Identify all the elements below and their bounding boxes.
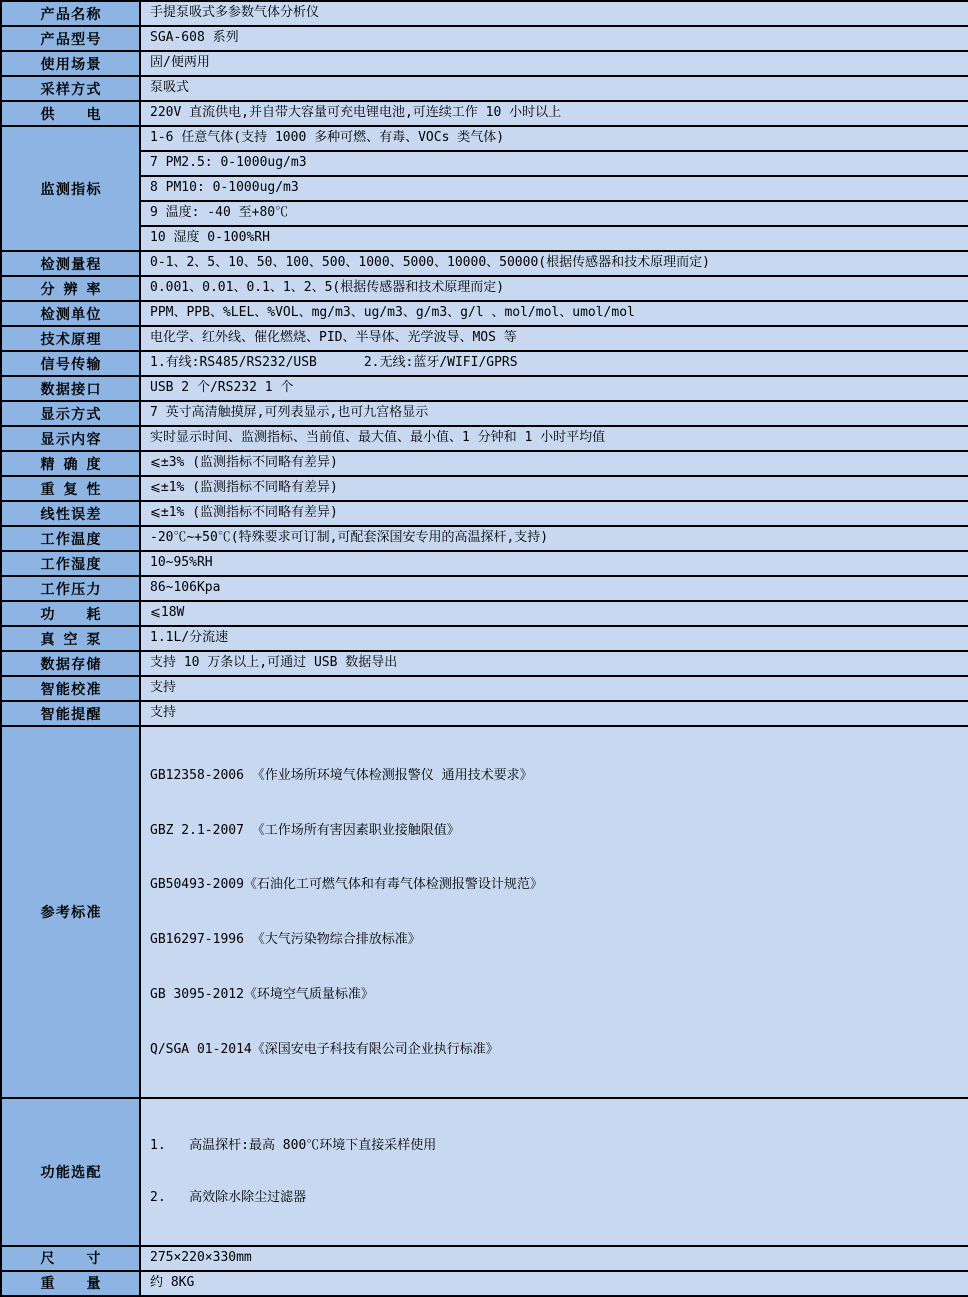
- spec-value: PPM、PPB、%LEL、%VOL、mg/m3、ug/m3、g/m3、g/l 、mol/mol、umol/mol: [140, 301, 968, 326]
- spec-label: [1, 126, 140, 251]
- spec-label: [1, 726, 140, 1098]
- spec-value: 固/便两用: [140, 51, 968, 76]
- spec-value: [140, 1098, 968, 1245]
- spec-label-text: 重复性: [40, 481, 101, 498]
- spec-value: 220V 直流供电,并自带大容量可充电锂电池,可连续工作 10 小时以上: [140, 101, 968, 126]
- spec-label-text: 参考标准: [40, 905, 101, 922]
- spec-value: SGA-608 系列: [140, 26, 968, 51]
- spec-value: 10 湿度 0-100%RH: [140, 226, 968, 251]
- spec-label-text: 分辨率: [40, 281, 101, 298]
- standard-line: GBZ 2.1-2007 《工作场所有害因素职业接触限值》: [150, 822, 460, 838]
- spec-value: 支持: [140, 701, 968, 726]
- spec-label: [1, 626, 140, 651]
- row-vacuum-pump: [1, 626, 968, 651]
- standard-line: GB 3095-2012《环境空气质量标准》: [150, 986, 374, 1002]
- spec-label-text: 产品名称: [40, 6, 101, 23]
- standard-line: GB16297-1996 《大气污染物综合排放标准》: [150, 932, 421, 948]
- spec-label: [1, 651, 140, 676]
- spec-label: [1, 701, 140, 726]
- row-monitor-indicators-sub: [1, 151, 968, 176]
- spec-label-text: 监测指标: [40, 181, 101, 198]
- row-product-name: [1, 1, 968, 26]
- row-data-storage: [1, 651, 968, 676]
- spec-label: [1, 576, 140, 601]
- spec-label: [1, 1271, 140, 1296]
- spec-label-text: 技术原理: [40, 331, 101, 348]
- spec-value: 实时显示时间、监测指标、当前值、最大值、最小值、1 分钟和 1 小时平均值: [140, 426, 968, 451]
- row-working-humidity: [1, 551, 968, 576]
- spec-value: ⩽±1% (监测指标不同略有差异): [140, 476, 968, 501]
- spec-value: 电化学、红外线、催化燃烧、PID、半导体、光学波导、MOS 等: [140, 326, 968, 351]
- spec-label-text: 检测单位: [40, 306, 101, 323]
- row-monitor-indicators-sub: [1, 176, 968, 201]
- spec-label: [1, 326, 140, 351]
- spec-value: [140, 726, 968, 1098]
- spec-value: 泵吸式: [140, 76, 968, 101]
- row-use-scene: [1, 51, 968, 76]
- spec-label: [1, 526, 140, 551]
- row-display-content: [1, 426, 968, 451]
- spec-value: 10~95%RH: [140, 551, 968, 576]
- spec-label-text: 使用场景: [40, 56, 101, 73]
- row-accuracy: [1, 451, 968, 476]
- spec-label-text: 重量: [40, 1276, 101, 1293]
- spec-value: 约 8KG: [140, 1271, 968, 1296]
- row-monitor-indicators-sub: [1, 226, 968, 251]
- row-data-interface: [1, 376, 968, 401]
- spec-value: 手提泵吸式多参数气体分析仪: [140, 1, 968, 26]
- standard-line: GB50493-2009《石油化工可燃气体和有毒气体检测报警设计规范》: [150, 877, 543, 893]
- row-dimensions: [1, 1246, 968, 1271]
- spec-value: 275×220×330mm: [140, 1246, 968, 1271]
- standard-line: Q/SGA 01-2014《深国安电子科技有限公司企业执行标准》: [150, 1041, 499, 1057]
- spec-label: [1, 276, 140, 301]
- spec-label: [1, 401, 140, 426]
- spec-value: 1.1L/分流速: [140, 626, 968, 651]
- row-working-temperature: [1, 526, 968, 551]
- spec-label: [1, 451, 140, 476]
- row-working-pressure: [1, 576, 968, 601]
- spec-label: [1, 51, 140, 76]
- row-smart-calibration: [1, 676, 968, 701]
- spec-label-text: 工作湿度: [40, 556, 101, 573]
- spec-value: 1-6 任意气体(支持 1000 多种可燃、有毒、VOCs 类气体): [140, 126, 968, 151]
- spec-value: 7 英寸高清触摸屏,可列表显示,也可九宫格显示: [140, 401, 968, 426]
- standard-line: GB12358-2006 《作业场所环境气体检测报警仪 通用技术要求》: [150, 767, 533, 783]
- spec-value: 9 温度: -40 至+80℃: [140, 201, 968, 226]
- row-signal-transmission: [1, 351, 968, 376]
- spec-label: [1, 601, 140, 626]
- spec-label-text: 检测量程: [40, 256, 101, 273]
- spec-label-text: 智能提醒: [40, 706, 101, 723]
- spec-value: 7 PM2.5: 0-1000ug/m3: [140, 151, 968, 176]
- row-optional-features: [1, 1098, 968, 1245]
- spec-label-text: 采样方式: [40, 81, 101, 98]
- spec-value: ⩽±1% (监测指标不同略有差异): [140, 501, 968, 526]
- spec-label-text: 工作温度: [40, 531, 101, 548]
- row-linearity-error: [1, 501, 968, 526]
- row-model: [1, 26, 968, 51]
- row-repeatability: [1, 476, 968, 501]
- spec-label-text: 智能校准: [40, 681, 101, 698]
- spec-label: [1, 501, 140, 526]
- spec-label: [1, 1098, 140, 1245]
- row-monitor-indicators: [1, 126, 968, 151]
- spec-label-text: 线性误差: [40, 506, 101, 523]
- spec-value: 8 PM10: 0-1000ug/m3: [140, 176, 968, 201]
- spec-label: [1, 676, 140, 701]
- spec-label-text: 信号传输: [40, 356, 101, 373]
- spec-label: [1, 1, 140, 26]
- spec-label: [1, 426, 140, 451]
- spec-label: [1, 251, 140, 276]
- spec-value: -20℃~+50℃(特殊要求可订制,可配套深国安专用的高温探杆,支持): [140, 526, 968, 551]
- spec-label: [1, 1246, 140, 1271]
- spec-value: 支持: [140, 676, 968, 701]
- row-power-consumption: [1, 601, 968, 626]
- row-power-supply: [1, 101, 968, 126]
- spec-value: ⩽±3% (监测指标不同略有差异): [140, 451, 968, 476]
- row-detection-units: [1, 301, 968, 326]
- spec-label-text: 数据存储: [40, 656, 101, 673]
- spec-label-text: 真空泵: [40, 631, 101, 648]
- spec-value: 0.001、0.01、0.1、1、2、5(根据传感器和技术原理而定): [140, 276, 968, 301]
- spec-label: [1, 476, 140, 501]
- row-smart-reminder: [1, 701, 968, 726]
- option-line: 1. 高温探杆:最高 800℃环境下直接采样使用: [150, 1138, 437, 1154]
- row-detection-range: [1, 251, 968, 276]
- spec-label-text: 显示内容: [40, 431, 101, 448]
- spec-label: [1, 76, 140, 101]
- spec-label-text: 显示方式: [40, 406, 101, 423]
- spec-value: ⩽18W: [140, 601, 968, 626]
- row-display-mode: [1, 401, 968, 426]
- spec-label-text: 尺寸: [40, 1251, 101, 1268]
- spec-label: [1, 301, 140, 326]
- spec-label: [1, 26, 140, 51]
- spec-value: 1.有线:RS485/RS232/USB 2.无线:蓝牙/WIFI/GPRS: [140, 351, 968, 376]
- row-resolution: [1, 276, 968, 301]
- row-sampling-method: [1, 76, 968, 101]
- spec-label-text: 功耗: [40, 606, 101, 623]
- spec-value: USB 2 个/RS232 1 个: [140, 376, 968, 401]
- spec-label: [1, 551, 140, 576]
- row-reference-standards: [1, 726, 968, 1098]
- spec-label: [1, 101, 140, 126]
- spec-label-text: 供电: [40, 106, 101, 123]
- row-monitor-indicators-sub: [1, 201, 968, 226]
- row-technical-principle: [1, 326, 968, 351]
- spec-label: [1, 376, 140, 401]
- spec-label-text: 功能选配: [40, 1165, 101, 1182]
- spec-label: [1, 351, 140, 376]
- option-line: 2. 高效除水除尘过滤器: [150, 1190, 307, 1206]
- spec-label-text: 产品型号: [40, 31, 101, 48]
- spec-value: 0-1、2、5、10、50、100、500、1000、5000、10000、50000(根据传感器和技术原理而定): [140, 251, 968, 276]
- spec-value: 86~106Kpa: [140, 576, 968, 601]
- spec-label-text: 精确度: [40, 456, 101, 473]
- spec-label-text: 工作压力: [40, 581, 101, 598]
- spec-value: 支持 10 万条以上,可通过 USB 数据导出: [140, 651, 968, 676]
- row-weight: [1, 1271, 968, 1296]
- spec-label-text: 数据接口: [40, 381, 101, 398]
